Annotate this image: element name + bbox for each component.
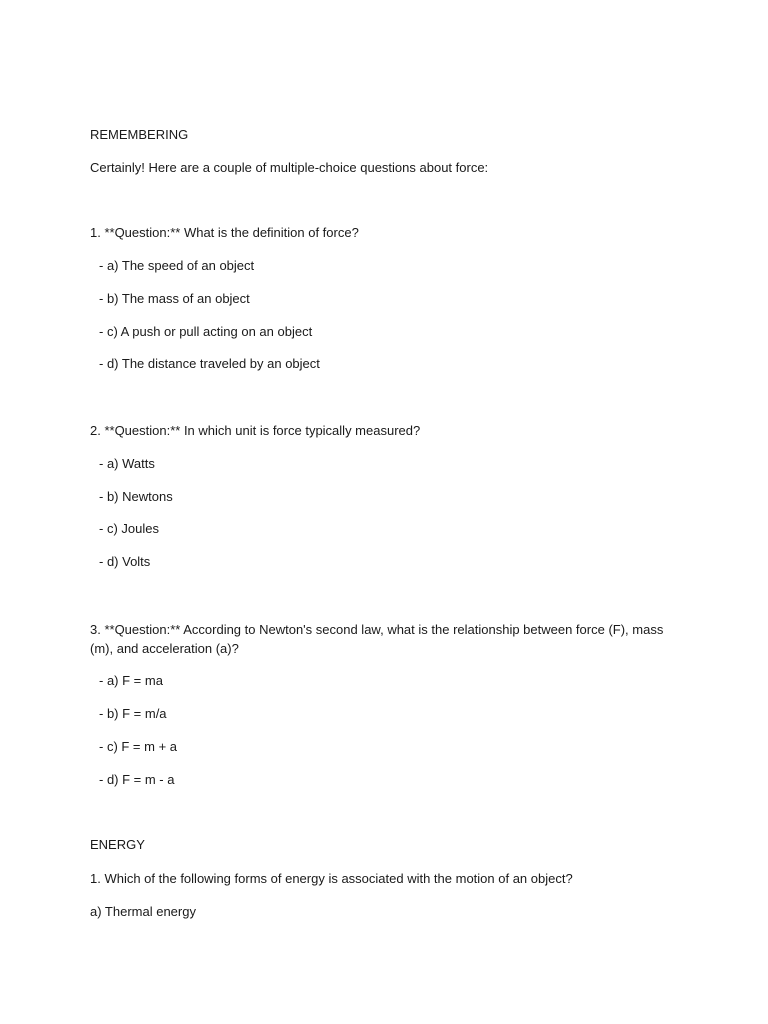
question-2-option-a: - a) Watts (99, 456, 155, 471)
question-3-option-c: - c) F = m + a (99, 739, 178, 754)
question-1-option-a: - a) The speed of an object (99, 258, 255, 273)
question-2-option-c: - c) Joules (99, 521, 159, 536)
energy-question-1: 1. Which of the following forms of energy is associated with the motion of an object? (90, 871, 573, 886)
question-3-option-b: - b) F = m/a (99, 706, 167, 721)
question-3: 3. **Question:** According to Newton's second law, what is the relationship between force (F), mass (m), and acceleration (a)? (90, 622, 664, 656)
question-3-option-a: - a) F = ma (99, 673, 163, 688)
question-3-option-d: - d) F = m - a (99, 772, 175, 787)
section-heading-energy: ENERGY (90, 837, 145, 852)
question-1: 1. **Question:** What is the definition of force? (90, 225, 359, 240)
question-2: 2. **Question:** In which unit is force typically measured? (90, 423, 421, 438)
question-2-option-d: - d) Volts (99, 554, 151, 569)
energy-question-1-option-a: a) Thermal energy (90, 904, 196, 919)
question-1-option-b: - b) The mass of an object (99, 291, 250, 306)
question-1-option-c: - c) A push or pull acting on an object (99, 324, 313, 339)
question-2-option-b: - b) Newtons (99, 489, 173, 504)
section-heading-remembering: REMEMBERING (90, 127, 189, 142)
question-1-option-d: - d) The distance traveled by an object (99, 356, 320, 371)
intro-text: Certainly! Here are a couple of multiple-choice questions about force: (90, 160, 489, 175)
